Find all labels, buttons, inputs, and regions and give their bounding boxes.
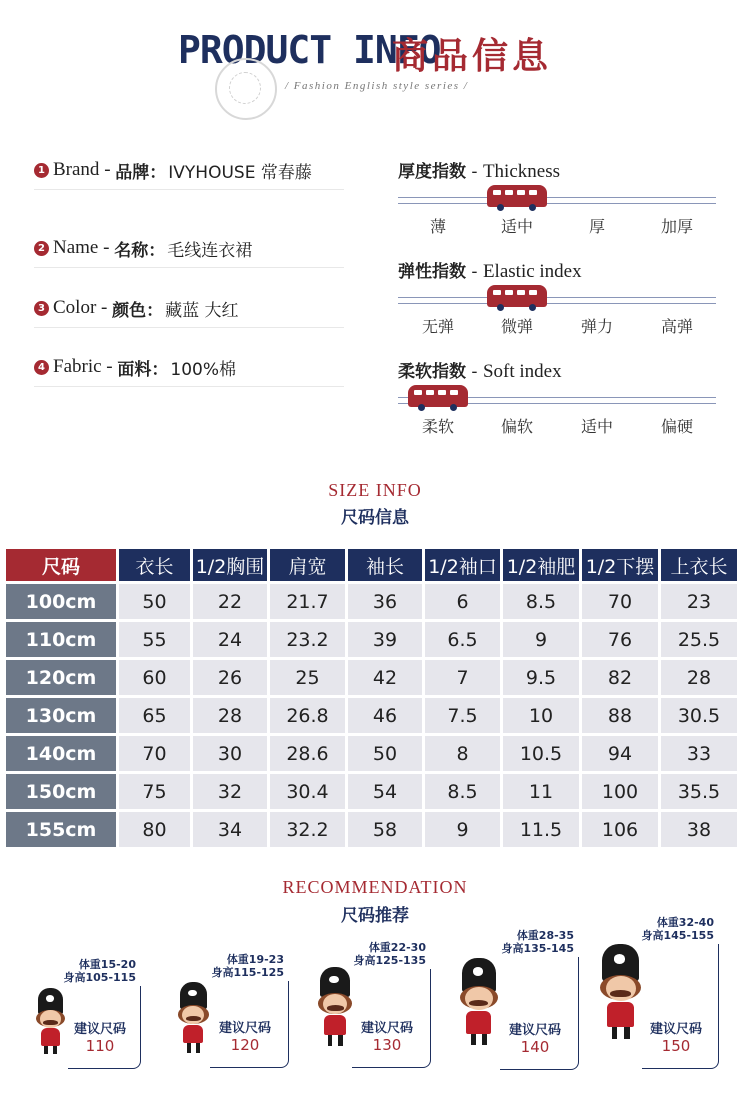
- table-row: [6, 660, 737, 695]
- attribute-label-en: Name: [53, 237, 99, 258]
- index-tick: 适中: [500, 217, 533, 236]
- table-cell: 50: [119, 584, 190, 619]
- attribute-label-en: Brand: [53, 159, 100, 180]
- table-row: [6, 584, 737, 619]
- index-tick: 薄: [429, 217, 446, 236]
- table-cell: 82: [582, 660, 658, 695]
- header-cell: 1/2下摆: [582, 549, 658, 581]
- attribute-label-cn: 面料: [117, 359, 152, 380]
- recommendation-weight: 体重32-40: [656, 916, 714, 929]
- recommendation-size: 150: [661, 1037, 691, 1055]
- bus-marker-icon: [487, 285, 547, 307]
- separator: -: [101, 356, 118, 377]
- index-track: [398, 197, 716, 204]
- attribute-value: IVYHOUSE 常春藤: [168, 162, 312, 183]
- table-cell: 46: [348, 698, 422, 733]
- recommendation-range: [58, 958, 136, 984]
- recommendation-height: 身高105-115: [63, 971, 136, 984]
- table-cell: 8.5: [425, 774, 500, 809]
- recommendation-height: 身高115-125: [211, 966, 284, 979]
- table-cell: 23: [661, 584, 737, 619]
- table-cell: 80: [119, 812, 190, 847]
- colon: ：: [148, 240, 166, 261]
- table-cell: 55: [119, 622, 190, 657]
- index-tick: 偏软: [500, 417, 533, 436]
- index-title-elastic: [398, 257, 582, 283]
- attribute-color: [34, 296, 239, 320]
- divider: [34, 327, 344, 328]
- table-cell: 35.5: [661, 774, 737, 809]
- size-info-title-en: SIZE INFO: [328, 480, 422, 500]
- table-cell: 70: [582, 584, 658, 619]
- table-cell: 100: [582, 774, 658, 809]
- table-cell: 28.6: [270, 736, 345, 771]
- size-table: [3, 546, 740, 850]
- table-cell: 30.4: [270, 774, 345, 809]
- title-en: PRODUCT INFO: [178, 28, 441, 72]
- table-cell: 50: [348, 736, 422, 771]
- index-title-en: Soft index: [482, 361, 562, 382]
- attribute-value: 藏蓝 大红: [165, 300, 239, 321]
- number-badge: 4: [34, 360, 49, 375]
- table-cell: 8: [425, 736, 500, 771]
- header-cell: 尺码: [6, 549, 116, 581]
- recommendation-advice-label: 建议尺码: [360, 1021, 413, 1036]
- table-cell: 76: [582, 622, 658, 657]
- attribute-label-cn: 名称: [114, 240, 149, 261]
- bus-marker-icon: [487, 185, 547, 207]
- table-cell: 32.2: [270, 812, 345, 847]
- recommendation-size: 120: [230, 1036, 260, 1054]
- soldier-figure-icon: [178, 982, 209, 1054]
- index-title-en: Elastic index: [482, 261, 582, 282]
- table-cell: 6.5: [425, 622, 500, 657]
- table-cell: 106: [582, 812, 658, 847]
- table-cell: 36: [348, 584, 422, 619]
- separator: -: [466, 362, 483, 382]
- index-tick: 高弹: [660, 317, 693, 336]
- index-title-soft: [398, 357, 562, 383]
- table-cell: 70: [119, 736, 190, 771]
- table-cell: 25: [270, 660, 345, 695]
- table-cell: 58: [348, 812, 422, 847]
- title-cn: 商品信息: [392, 36, 553, 77]
- attribute-value: 100%棉: [170, 359, 236, 380]
- attribute-value: 毛线连衣裙: [167, 240, 253, 261]
- table-cell: 88: [582, 698, 658, 733]
- recommendation-weight: 体重15-20: [78, 958, 136, 971]
- recommendation-range: [342, 941, 426, 967]
- attribute-name: [34, 236, 252, 260]
- size-cell: 110cm: [6, 622, 116, 657]
- table-cell: 42: [348, 660, 422, 695]
- table-cell: 9: [503, 622, 579, 657]
- recommendation-size: 130: [372, 1036, 402, 1054]
- table-cell: 11.5: [503, 812, 579, 847]
- index-title-thickness: [398, 157, 560, 183]
- number-badge: 2: [34, 241, 49, 256]
- colon: ：: [149, 162, 167, 183]
- recommendation-title-en: RECOMMENDATION: [282, 877, 468, 897]
- attribute-label-en: Color: [53, 297, 97, 318]
- attribute-label-cn: 颜色: [112, 300, 147, 321]
- table-cell: 28: [193, 698, 267, 733]
- divider: [34, 267, 344, 268]
- recommendation-advice-label: 建议尺码: [218, 1021, 271, 1036]
- index-tick: 厚: [588, 217, 605, 236]
- index-title-cn: 弹性指数: [398, 262, 466, 282]
- table-cell: 10.5: [503, 736, 579, 771]
- recommendation-height: 身高145-155: [641, 929, 714, 942]
- index-tick: 加厚: [660, 217, 693, 236]
- table-cell: 24: [193, 622, 267, 657]
- table-row: [6, 736, 737, 771]
- header-cell: 1/2袖肥: [503, 549, 579, 581]
- index-tick: 偏硬: [660, 417, 693, 436]
- size-table-header: [6, 549, 737, 581]
- recommendation-weight: 体重22-30: [368, 941, 426, 954]
- recommendation-title-cn: 尺码推荐: [341, 906, 409, 926]
- table-cell: 28: [661, 660, 737, 695]
- number-badge: 1: [34, 163, 49, 178]
- index-tick: 弹力: [580, 317, 613, 336]
- table-cell: 30.5: [661, 698, 737, 733]
- header-cell: 袖长: [348, 549, 422, 581]
- table-cell: 32: [193, 774, 267, 809]
- recommendation-range: [200, 953, 284, 979]
- separator: -: [466, 162, 483, 182]
- index-title-cn: 厚度指数: [398, 162, 466, 182]
- table-cell: 33: [661, 736, 737, 771]
- separator: -: [466, 262, 483, 282]
- table-cell: 23.2: [270, 622, 345, 657]
- soldier-figure-icon: [460, 958, 498, 1047]
- table-cell: 60: [119, 660, 190, 695]
- table-cell: 75: [119, 774, 190, 809]
- index-track: [398, 297, 716, 304]
- table-row: [6, 774, 737, 809]
- table-row: [6, 812, 737, 847]
- header-cell: 肩宽: [270, 549, 345, 581]
- size-cell: 150cm: [6, 774, 116, 809]
- attribute-label-cn: 品牌: [115, 162, 150, 183]
- table-cell: 9.5: [503, 660, 579, 695]
- size-cell: 100cm: [6, 584, 116, 619]
- table-cell: 39: [348, 622, 422, 657]
- size-cell: 155cm: [6, 812, 116, 847]
- index-title-en: Thickness: [482, 161, 560, 182]
- table-cell: 8.5: [503, 584, 579, 619]
- header-cell: 衣长: [119, 549, 190, 581]
- header-cell: 上衣长: [661, 549, 737, 581]
- separator: -: [98, 237, 115, 258]
- recommendation-weight: 体重28-35: [516, 929, 574, 942]
- attribute-brand: [34, 158, 312, 182]
- table-cell: 54: [348, 774, 422, 809]
- table-cell: 9: [425, 812, 500, 847]
- header-cell: 1/2袖口: [425, 549, 500, 581]
- recommendation-size: 110: [85, 1037, 115, 1055]
- index-tick: 微弹: [500, 317, 533, 336]
- separator: -: [96, 297, 113, 318]
- recommendation-advice-label: 建议尺码: [508, 1023, 561, 1038]
- table-row: [6, 698, 737, 733]
- recommendation-range: [632, 916, 714, 942]
- recommendation-height: 身高135-145: [501, 942, 574, 955]
- bus-marker-icon: [408, 385, 468, 407]
- soldier-figure-icon: [600, 944, 641, 1042]
- logo-stamp-icon: [215, 58, 277, 120]
- index-tick: 柔软: [421, 417, 454, 436]
- size-info-title-cn: 尺码信息: [341, 508, 409, 528]
- index-tick: 适中: [580, 417, 613, 436]
- table-cell: 11: [503, 774, 579, 809]
- soldier-figure-icon: [318, 967, 352, 1048]
- size-cell: 130cm: [6, 698, 116, 733]
- recommendation-size: 140: [520, 1038, 550, 1056]
- table-cell: 38: [661, 812, 737, 847]
- table-row: [6, 622, 737, 657]
- table-cell: 94: [582, 736, 658, 771]
- attribute-fabric: [34, 355, 236, 379]
- table-cell: 7: [425, 660, 500, 695]
- index-tick: 无弹: [421, 317, 454, 336]
- recommendation-advice-label: 建议尺码: [73, 1022, 126, 1037]
- table-cell: 21.7: [270, 584, 345, 619]
- table-cell: 34: [193, 812, 267, 847]
- recommendation-height: 身高125-135: [353, 954, 426, 967]
- table-cell: 26.8: [270, 698, 345, 733]
- number-badge: 3: [34, 301, 49, 316]
- table-cell: 10: [503, 698, 579, 733]
- recommendation-weight: 体重19-23: [226, 953, 284, 966]
- attribute-label-en: Fabric: [53, 356, 102, 377]
- divider: [34, 386, 344, 387]
- index-title-cn: 柔软指数: [398, 362, 466, 382]
- tagline: / Fashion English style series /: [285, 80, 469, 92]
- table-cell: 7.5: [425, 698, 500, 733]
- header-cell: 1/2胸围: [193, 549, 267, 581]
- table-cell: 65: [119, 698, 190, 733]
- recommendation-range: [490, 929, 574, 955]
- colon: ：: [146, 300, 164, 321]
- size-cell: 120cm: [6, 660, 116, 695]
- table-cell: 22: [193, 584, 267, 619]
- table-cell: 6: [425, 584, 500, 619]
- table-cell: 26: [193, 660, 267, 695]
- divider: [34, 189, 344, 190]
- table-cell: 25.5: [661, 622, 737, 657]
- separator: -: [99, 159, 116, 180]
- size-cell: 140cm: [6, 736, 116, 771]
- colon: ：: [151, 359, 169, 380]
- recommendation-advice-label: 建议尺码: [649, 1022, 702, 1037]
- soldier-figure-icon: [36, 988, 65, 1056]
- table-cell: 30: [193, 736, 267, 771]
